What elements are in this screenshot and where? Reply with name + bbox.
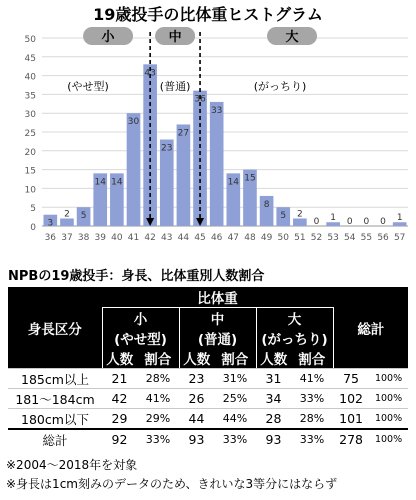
x-tick-label: 37 bbox=[61, 233, 73, 243]
group-pill-label: 小 bbox=[101, 30, 115, 45]
group-note: (普通) bbox=[159, 80, 191, 93]
header-count-small: 人数 bbox=[102, 348, 137, 368]
cell-ratio: 31% bbox=[214, 369, 256, 389]
data-label: 43 bbox=[144, 68, 156, 79]
data-label: 3 bbox=[47, 218, 54, 229]
chart-title: 19歳投手の比体重ヒストグラム bbox=[93, 5, 323, 24]
y-tick-label: 40 bbox=[24, 72, 36, 83]
data-label: 2 bbox=[64, 209, 70, 220]
cell-count: 101 bbox=[333, 409, 369, 430]
x-tick-label: 45 bbox=[194, 233, 206, 243]
data-label: 14 bbox=[227, 177, 240, 188]
total-ratio: 33% bbox=[291, 429, 333, 449]
data-label: 33 bbox=[210, 105, 223, 116]
x-tick-label: 36 bbox=[44, 233, 57, 243]
x-tick-label: 49 bbox=[260, 233, 273, 243]
x-tick-label: 51 bbox=[294, 233, 306, 243]
group-pill-label: 中 bbox=[168, 30, 182, 45]
header-group-medium-name: 中 bbox=[210, 312, 225, 328]
x-tick-label: 42 bbox=[144, 233, 156, 243]
total-ratio: 33% bbox=[137, 429, 179, 449]
x-tick-label: 41 bbox=[127, 233, 140, 243]
bar bbox=[60, 218, 74, 226]
cell-ratio: 41% bbox=[291, 369, 333, 389]
cell-count: 102 bbox=[333, 389, 369, 409]
group-pill-label: 大 bbox=[285, 30, 299, 45]
cell-ratio: 28% bbox=[291, 409, 333, 430]
note-line: ※2004～2018年を対象 bbox=[6, 458, 138, 472]
y-tick-label: 35 bbox=[24, 91, 36, 102]
header-group-medium-sub: (普通) bbox=[197, 332, 238, 348]
data-label: 0 bbox=[313, 217, 320, 227]
header-group-medium bbox=[179, 308, 256, 349]
x-tick-label: 46 bbox=[210, 233, 223, 243]
x-tick-label: 43 bbox=[161, 233, 173, 243]
cell-count: 23 bbox=[179, 369, 214, 389]
group-note: (やせ型) bbox=[67, 80, 109, 93]
cell-count: 28 bbox=[256, 409, 291, 430]
data-label: 14 bbox=[94, 177, 106, 188]
cell-count: 42 bbox=[102, 389, 137, 409]
total-ratio: 100% bbox=[369, 429, 408, 449]
header-ratio-medium: 割合 bbox=[221, 352, 249, 368]
group-note: (がっちり) bbox=[253, 80, 307, 93]
x-tick-label: 55 bbox=[360, 233, 373, 243]
data-label: 0 bbox=[346, 217, 353, 227]
y-tick-label: 20 bbox=[24, 147, 36, 158]
data-label: 0 bbox=[380, 217, 386, 227]
data-label: 0 bbox=[363, 217, 370, 227]
row-label: 181～184cm bbox=[8, 389, 102, 409]
data-label: 1 bbox=[330, 213, 337, 224]
header-group: 比体重 bbox=[102, 287, 333, 308]
bar bbox=[210, 102, 224, 226]
header-ratio-large: 割合 bbox=[291, 348, 333, 368]
table-row bbox=[8, 369, 408, 389]
x-tick-label: 50 bbox=[277, 233, 289, 243]
table-row bbox=[8, 389, 408, 409]
y-tick-label: 5 bbox=[30, 204, 36, 215]
cell-ratio: 29% bbox=[137, 409, 179, 430]
bar bbox=[177, 124, 191, 226]
cell-ratio: 100% bbox=[369, 409, 408, 430]
data-label: 5 bbox=[80, 211, 87, 222]
total-label: 総計 bbox=[8, 429, 102, 449]
y-tick-label: 45 bbox=[24, 53, 36, 64]
x-tick-label: 57 bbox=[393, 233, 406, 243]
x-tick-label: 39 bbox=[94, 233, 106, 243]
data-label: 5 bbox=[280, 211, 287, 222]
header-rowlabel: 身長区分 bbox=[27, 321, 82, 338]
bar bbox=[127, 113, 141, 226]
data-label: 2 bbox=[296, 209, 303, 220]
x-tick-label: 40 bbox=[111, 233, 123, 243]
cell-ratio: 33% bbox=[291, 389, 333, 409]
table-row bbox=[8, 409, 408, 430]
cell-ratio: 25% bbox=[214, 389, 256, 409]
header-ratio-small: 割合 bbox=[144, 352, 172, 368]
stats-table bbox=[8, 287, 408, 449]
x-tick-label: 52 bbox=[310, 233, 323, 243]
y-tick-label: 30 bbox=[24, 110, 36, 121]
cell-ratio: 44% bbox=[214, 409, 256, 430]
cell-count: 31 bbox=[256, 369, 291, 389]
notes bbox=[6, 456, 337, 494]
x-tick-label: 47 bbox=[227, 233, 240, 243]
data-label: 8 bbox=[263, 199, 270, 210]
x-tick-label: 54 bbox=[344, 233, 356, 243]
data-label: 1 bbox=[396, 213, 403, 224]
cell-count: 29 bbox=[102, 409, 137, 430]
cell-ratio: 28% bbox=[137, 369, 179, 389]
table-total-row bbox=[8, 429, 408, 449]
cell-count: 21 bbox=[102, 369, 137, 389]
y-tick-label: 10 bbox=[24, 185, 36, 196]
row-label: 180cm以下 bbox=[8, 409, 102, 430]
total-count: 278 bbox=[333, 429, 369, 449]
row-label: 185cm以上 bbox=[8, 369, 102, 389]
header-group-large-name: 大 bbox=[287, 312, 302, 328]
header-group-small-sub: (やせ型) bbox=[114, 332, 167, 348]
note-line: ※身長は1cm刻みのデータのため、きれいな3等分にはならず bbox=[6, 477, 338, 491]
data-label: 27 bbox=[177, 128, 190, 139]
data-label: 30 bbox=[127, 117, 140, 128]
x-tick-label: 56 bbox=[377, 233, 389, 243]
data-label: 36 bbox=[194, 94, 206, 105]
header-group-small-name: 小 bbox=[133, 312, 148, 328]
y-tick-label: 50 bbox=[24, 35, 36, 45]
total-count: 92 bbox=[102, 429, 137, 449]
y-tick-label: 0 bbox=[30, 223, 36, 233]
x-tick-label: 38 bbox=[77, 233, 90, 243]
table-subtitle: NPBの19歳投手：身長、比体重別人数割合 bbox=[8, 269, 265, 284]
y-tick-label: 15 bbox=[24, 166, 36, 177]
data-label: 15 bbox=[244, 173, 256, 184]
total-count: 93 bbox=[256, 429, 291, 449]
total-ratio: 33% bbox=[214, 429, 256, 449]
total-count: 93 bbox=[179, 429, 214, 449]
cell-count: 34 bbox=[256, 389, 291, 409]
header-count-large: 人数 bbox=[256, 348, 291, 368]
cell-ratio: 41% bbox=[137, 389, 179, 409]
cell-count: 26 bbox=[179, 389, 214, 409]
cell-ratio: 100% bbox=[369, 389, 408, 409]
header-total: 総計 bbox=[357, 321, 385, 338]
cell-ratio: 100% bbox=[369, 369, 408, 389]
x-tick-label: 44 bbox=[177, 233, 190, 243]
data-label: 14 bbox=[111, 177, 123, 188]
header-group-large bbox=[256, 308, 333, 349]
x-tick-label: 48 bbox=[244, 233, 256, 243]
data-label: 23 bbox=[161, 143, 173, 154]
x-tick-label: 53 bbox=[327, 233, 339, 243]
cell-count: 44 bbox=[179, 409, 214, 430]
header-group-large-sub: (がっちり) bbox=[261, 332, 328, 348]
y-tick-label: 25 bbox=[24, 129, 36, 139]
header-count-medium: 人数 bbox=[179, 348, 214, 368]
header-group-small bbox=[102, 308, 179, 349]
cell-count: 75 bbox=[333, 369, 369, 389]
bar bbox=[293, 218, 307, 226]
